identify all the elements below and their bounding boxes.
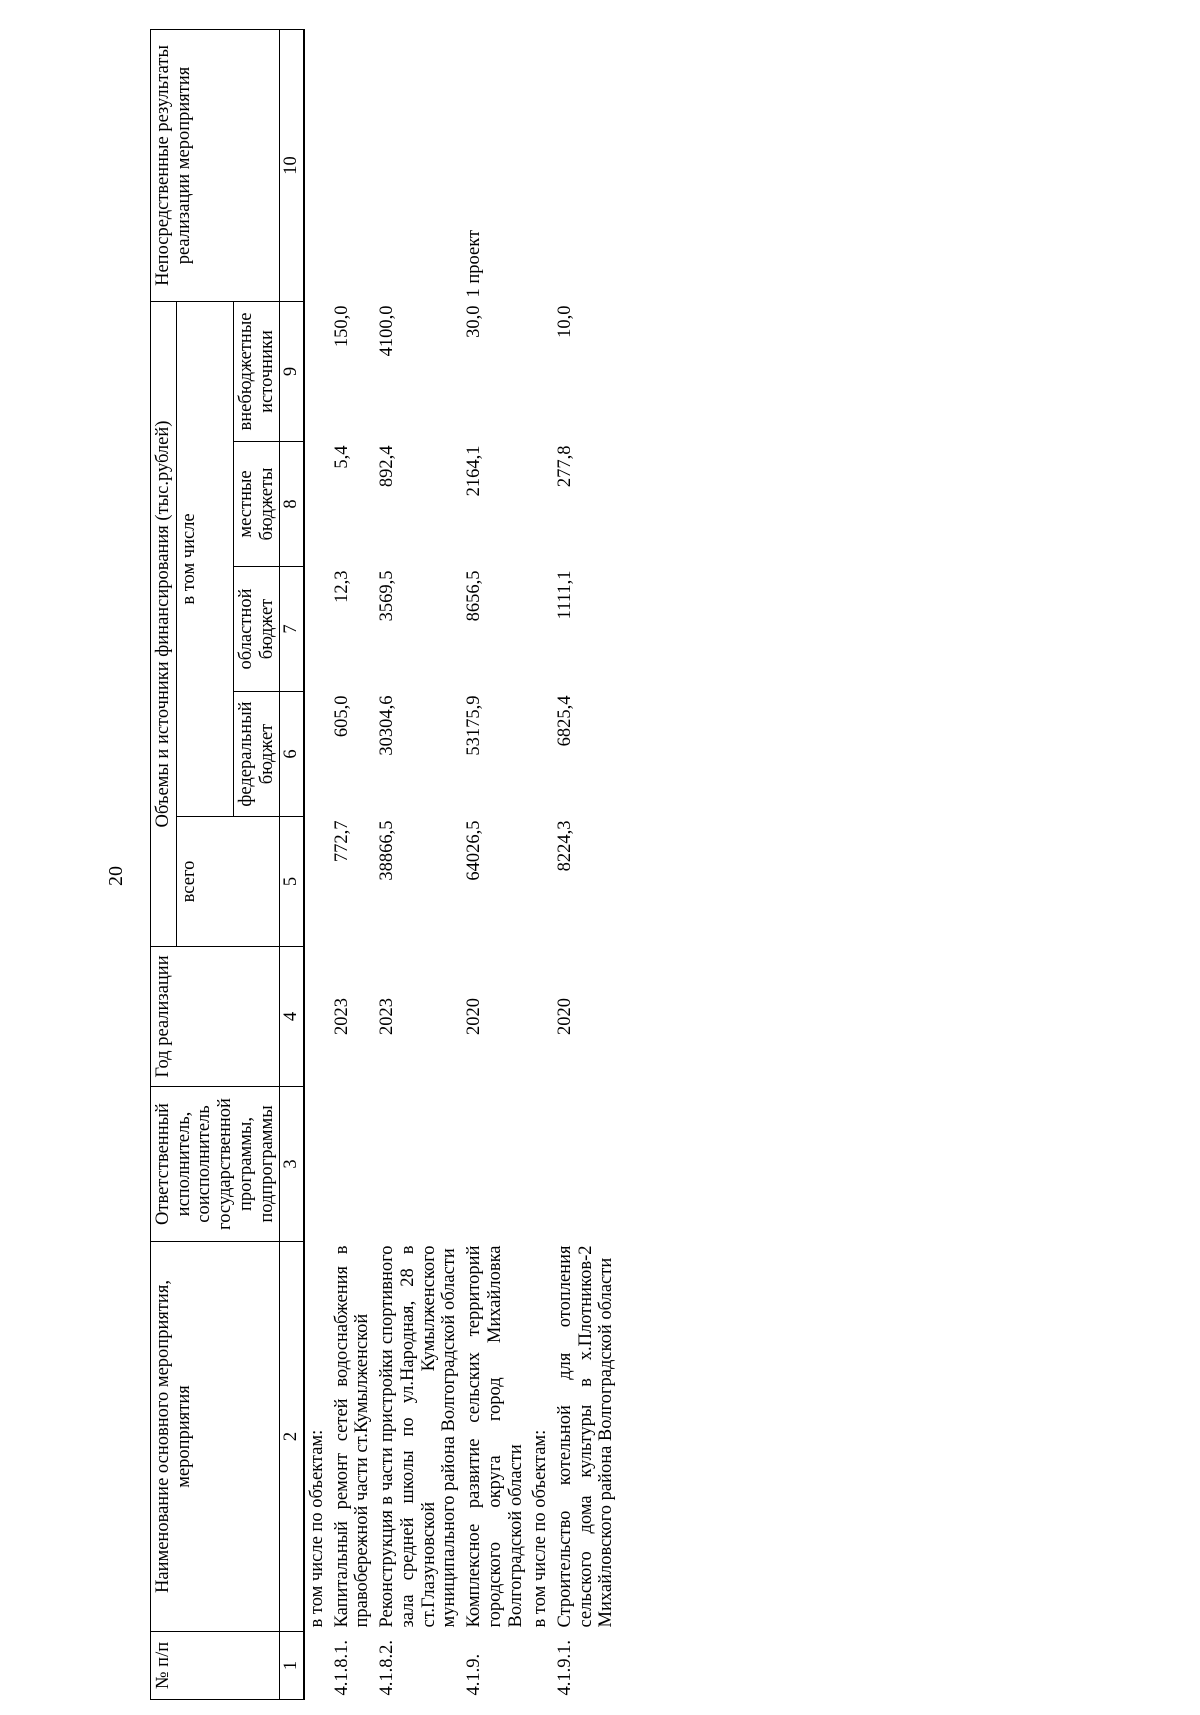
row-result [330,30,375,302]
row-year: 2020 [464,998,485,1035]
table-row [462,30,528,1700]
rotated-sheet [150,30,1190,1700]
row-activity-name: Комплексное развитие сельских территорий городского округа город Михайловка Волгоградской области [464,1245,526,1628]
row-regional: 3569,5 [377,570,398,622]
row-federal: 605,0 [331,695,352,738]
row-total: 38866,5 [377,820,398,881]
header-funding-group: Объемы и источники финансирования (тыс.рублей) [151,302,177,947]
header-local: местные бюджеты [233,442,279,567]
header-results: Непосредственные результаты реализации мероприятия [151,30,280,302]
column-number-row [280,30,304,1700]
header-executor: Ответственный исполнитель, соисполнитель государственной программы, подпрограммы [151,1087,280,1242]
table-row [330,30,375,1700]
column-number: 2 [280,1242,304,1632]
column-number: 8 [280,442,304,567]
header-regional: областной бюджет [233,567,279,692]
table-row [553,30,619,1700]
column-number: 3 [280,1087,304,1242]
row-code: 4.1.8.2. [377,1640,398,1696]
row-activity-name: Строительство котельной для отопления сельского дома культуры в х.Плотников-2 Михайловского района Волгоградской области [554,1245,617,1628]
table-body [304,30,619,1700]
row-year: 2023 [331,998,352,1035]
row-code: 4.1.9.1. [554,1640,575,1696]
column-number: 9 [280,302,304,442]
header-total: всего [176,817,280,947]
column-number: 5 [280,817,304,947]
header-extrabudget: внебюджетные источники [233,302,279,442]
row-regional: 12,3 [331,570,352,603]
row-local: 277,8 [554,445,575,488]
row-federal: 53175,9 [464,695,485,756]
row-total: 772,7 [331,820,352,863]
table-row-subheading [304,30,330,1700]
financing-table [150,29,619,1700]
header-federal: федеральный бюджет [233,692,279,817]
page-number: 20 [105,866,127,886]
row-year: 2023 [377,998,398,1035]
empty-cell [304,1632,330,1700]
table-header [151,30,305,1700]
row-federal: 6825,4 [554,695,575,747]
empty-cell [304,30,330,1242]
row-code: 4.1.8.1. [331,1640,352,1696]
column-number: 4 [280,947,304,1087]
header-number: № п/п [151,1632,280,1700]
row-local: 892,4 [377,445,398,488]
row-extrabudget: 4100,0 [377,305,398,357]
row-extrabudget: 10,0 [554,305,575,338]
row-executor [462,1087,528,1242]
column-number: 1 [280,1632,304,1700]
row-local: 2164,1 [464,445,485,497]
table-row-subheading [528,30,553,1700]
row-total: 8224,3 [554,820,575,872]
row-result [375,30,462,302]
row-regional: 8656,5 [464,570,485,622]
row-total: 64026,5 [464,820,485,881]
header-year: Год реализации [151,947,280,1087]
row-executor [553,1087,619,1242]
column-number: 10 [280,30,304,302]
row-local: 5,4 [331,445,352,469]
column-number: 6 [280,692,304,817]
empty-cell [528,1632,553,1700]
subheading-text: в том числе по объектам: [530,1429,551,1628]
column-number: 7 [280,567,304,692]
row-extrabudget: 30,0 [464,305,485,338]
row-year: 2020 [554,998,575,1035]
row-activity-name: Реконструкция в части пристройки спортивного зала средней школы по ул.Народная, 28 в ст.Глазуновской Кумылженского муниципального района Волгоградской области [377,1245,460,1628]
row-code: 4.1.9. [464,1653,485,1696]
row-executor [330,1087,375,1242]
row-executor [375,1087,462,1242]
row-federal: 30304,6 [377,695,398,756]
row-extrabudget: 150,0 [331,305,352,348]
table-row [375,30,462,1700]
header-including: в том числе [176,302,233,817]
subheading-text: в том числе по объектам: [307,1429,328,1628]
row-regional: 1111,1 [554,570,575,620]
row-result [553,30,619,302]
empty-cell [528,30,553,1242]
row-activity-name: Капитальный ремонт сетей водоснабжения в правобережной части ст.Кумылженской [331,1245,373,1628]
row-result: 1 проект [464,229,485,298]
header-activity-name: Наименование основного мероприятия, мероприятия [151,1242,280,1632]
